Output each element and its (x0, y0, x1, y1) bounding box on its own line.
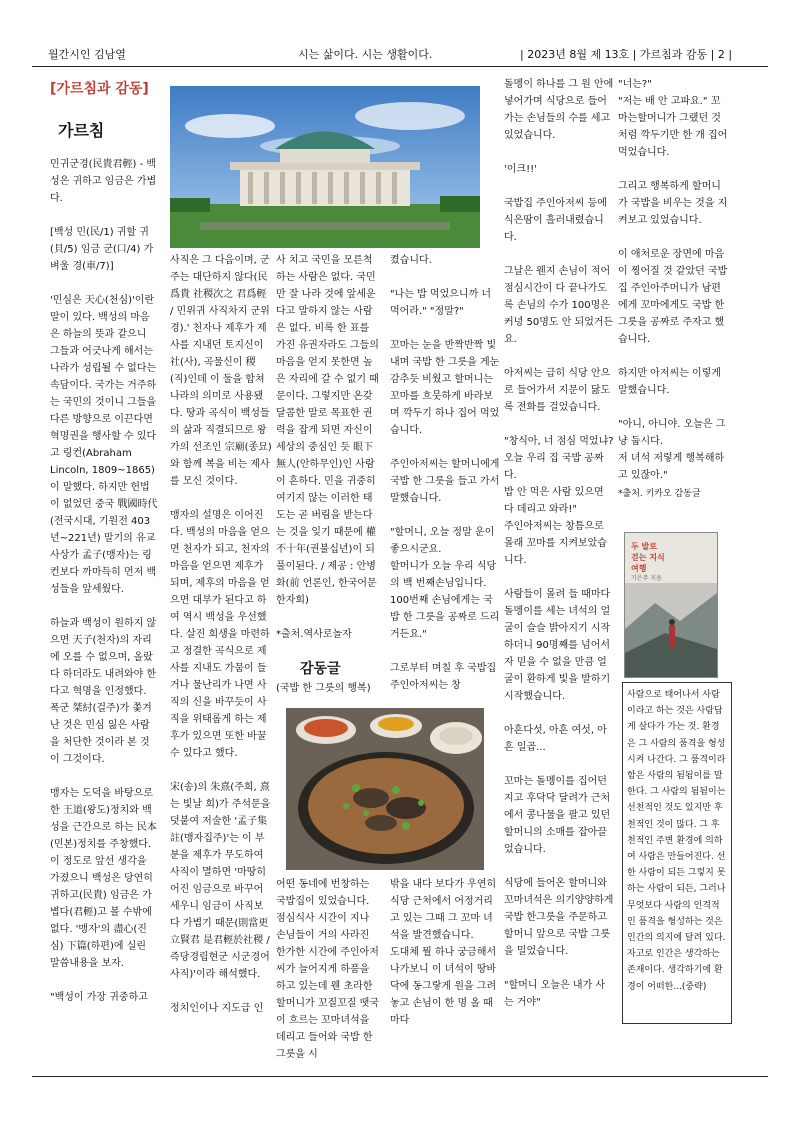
column-3-bottom (276, 876, 382, 1063)
paragraph: 사람들이 몰려 들 때마다 돌멩이를 세는 녀석의 얼굴이 슬슬 밝아지기 시작하더니 90명째를 넘어서자 믿을 수 없을 만큼 얼굴이 환하게 빛을 발하기 시작했습니다. (504, 589, 611, 702)
paragraph: 맹자는 도덕을 바탕으로 한 王道(왕도)정치와 백성을 근간으로 하는 民本(민본)정치를 주창했다. 이 정도로 앞선 생각을 가졌으니 백성은 당연히 귀하고(民貴) 임금은 가볍다(君輕)고 볼 수밖에 없다. '맹자'의 盡心(진심) 下篇(하편)에 실린 말씀내용을 보자. (50, 788, 157, 969)
paragraph: '이크!!' (504, 164, 537, 175)
paragraph: 도대체 뭘 하나 궁금해서 나가보니 이 녀석이 땅바닥에 동그랗게 원을 그려놓고 손님이 한 명 올 때마다 (390, 947, 497, 1026)
paragraph: 밥 안 먹은 사람 있으면 다 데리고 와라!" (504, 487, 604, 515)
gukbap-photo (286, 708, 484, 870)
footer-rule (32, 1076, 768, 1077)
subhead-teaching: 가르침 (58, 121, 105, 140)
paragraph: 宋(송)의 朱熹(주희, 熹는 빛날 희)가 주석문을 덧붙여 저술한 '孟子集註(맹자집주)'는 이 부분을 제후가 무도하여 사직이 멸하면 '마땅히 어진 임금으로 바꾸어 세우니 임금이 사직보다 가볍기 때문(則當更立賢君 是君輕於社稷 / 즉당경립현군 시군경어사직)'이라 해석했다. (170, 782, 271, 980)
masthead-left: 월간시인 김남열 (48, 48, 126, 61)
paragraph: 꼬마는 돌멩이를 집어던지고 후닥닥 달려가 근처에서 콩나물을 팔고 있던 할머니의 소매를 잡아끌었습니다. (504, 776, 611, 855)
reflection-text: 사람으로 태어나서 사람이라고 하는 것은 사람답게 살다가 가는 것. 환경은 그 사람의 품격을 형성시켜 나간다. 그 품격이라함은 사람의 됨됨이를 말한다. 그 사람의 됨됨이는 선천적인 것도 있지만 후천적인 것이 많다. 그 후천적인 주변 환경에 의하여 사람은 만들어진다. 선한 사람이 되든 그렇지 못하는 사람이 되든, 그러나 무엇보다 사람의 인격적인 품격을 형성하는 것은 인간의 의지에 달려 있다. 자고로 인간은 생각하는 존재이다. 생각하기에 환경이 어떠한...(중략) (627, 690, 726, 992)
paragraph: 맹자의 설명은 이어진다. 백성의 마음을 얻으면 천자가 되고, 천자의 마음을 얻으면 제후가 되며, 제후의 마음을 얻으면 대부가 된다고 하여 역시 백성을 우선했다. 살진 희생을 마련하고 정결한 곡식으로 제사를 지내도 가뭄이 들거나 물난리가 나면 사직의 신을 바꾸듯이 사직을 위태롭게 하는 제후가 있으면 또한 바꿀 수 있다고 했다. (170, 510, 270, 759)
paragraph: 그날은 웬지 손님이 적어 점심시간이 다 끝나가도록 손님의 수가 100명은커녕 50명도 안 되었거든요. (504, 266, 614, 345)
paragraph: 이 애처로운 장면에 마음이 찡어질 것 같았던 국밥집 주인아주머니가 남편에게 꼬마에게도 국밥 한 그릇을 공짜로 주자고 했습니다. (618, 249, 728, 345)
paragraph: 오늘 우리 집 국밥 공짜다. (504, 453, 604, 481)
story-subtitle: (국밥 한 그릇의 행복) (276, 683, 371, 694)
paragraph: 사 치고 국민을 모른척 하는 사람은 없다. 국민만 잘 나라 것에 앞세운다고 말하지 않는 사람은 없다. 비록 한 표를 가진 유권자라도 그들의 마음을 얻지 못한면 높은 자리에 갈 수 없기 때문이다. 그렇지만 온갖 달콤한 말로 목표한 권력을 잡게 되면 자신이 세상의 중심인 듯 眼下無人(안하무인)인 사람이 흔하다. 민을 귀중히 여기지 않는 이러한 태도는 곧 버림을 받는다는 것을 잊기 때문에 權不十年(권불십년)이 되풀이된다. / 제공 : 안병화(前 언론인, 한국어문한자회) (276, 255, 379, 606)
paragraph: "저는 배 안 고파요." 꼬마는할머니가 그랬던 것처럼 깍두기만 한 개 집어 먹었습니다. (618, 96, 728, 158)
paragraph: 밖을 내다 보다가 우연히 식당 근처에서 어정거리고 있는 그때 그 꼬마 녀석을 발견했습니다. (390, 879, 497, 941)
paragraph: "나는 밥 먹었으니까 너 먹어라." "정말?" (390, 289, 492, 317)
paragraph: 사직은 그 다음이며, 군주는 대단하지 않다(民爲貴 社稷次之 君爲輕 / 민위귀 사직차지 군위경).' 천자나 제후가 제사를 지내던 토지신이 社(사), 곡물신이 稷(직)인데 이 둘을 합쳐 나라의 의미로 사용됐다. 땅과 곡식이 백성들의 삶과 직결되므로 왕가의 선조인 宗廟(종묘)와 함께 복을 비는 제사를 모신 것이다. (170, 255, 272, 487)
paragraph: 민귀군경(民貴君輕) - 백성은 귀하고 임금은 가볍다. (50, 159, 157, 204)
paragraph: "너는?" (618, 79, 652, 90)
book-title-2: 걷는 지식 (631, 553, 665, 562)
paragraph: 돌멩이 하나를 그 원 안에 넣어가며 식당으로 들어가는 손님들의 수를 세고 있었습니다. (504, 79, 614, 141)
masthead-center: 시는 삶이다. 시는 생활이다. (298, 48, 433, 61)
gukbap-graphic (286, 708, 484, 870)
paragraph: 할머니가 오늘 우리 식당의 백 번째손님입니다. (390, 561, 497, 589)
source-note: *출처.역사로놀자 (276, 629, 352, 640)
book-cover (624, 532, 718, 678)
paragraph: 켰습니다. (390, 255, 432, 266)
column-4 (390, 252, 500, 711)
source-note: *출처. 키카오 감동글 (618, 489, 701, 499)
column-5 (504, 76, 614, 1011)
paragraph: "백성이 가장 귀중하고 (50, 992, 148, 1003)
paragraph: 그로부터 며칠 후 국밥집 주인아저씨는 창 (390, 663, 497, 691)
paragraph: 100번째 손님에게는 국밥 한 그릇을 공짜로 드리거든요." (390, 595, 500, 640)
paragraph: 그리고 행복하게 할머니가 국밥을 비우는 것을 지켜보고 있었습니다. (618, 181, 728, 226)
paragraph: [백성 민(民/1) 귀할 귀(貝/5) 임금 군(口/4) 가벼울 경(車/7)] (50, 227, 154, 272)
paragraph: 주인아저씨는 창틈으로 몰래 꼬마를 지켜보았습니다. (504, 521, 607, 566)
paragraph: 하지만 아저씨는 이렇게 말했습니다. (618, 368, 721, 396)
paragraph: 하늘과 백성이 원하지 않으면 天子(천자)의 자리에 오를 수 없으며, 올랐다 하더라도 내려와야 한다고 혁명을 인정했다. 폭군 桀紂(걸주)가 쫓겨난 것은 민심 잃은 사람을 처단한 것이라 본 것이 그것이다. (50, 618, 157, 765)
column-6 (618, 76, 728, 520)
header-rule (32, 66, 768, 67)
book-author: 기은주 지음 (631, 575, 662, 582)
column-1 (50, 156, 158, 1023)
paragraph: "아니, 아니야. 오늘은 그냥 둡시다. (618, 419, 726, 447)
paragraph: "할머니 오늘은 내가 사는 거야" (504, 980, 606, 1008)
assembly-building-graphic (170, 86, 480, 248)
assembly-building-photo (170, 86, 480, 248)
paragraph: "할머니, 오늘 정말 운이 좋으시군요. (390, 527, 495, 555)
book-title-3: 여행 (631, 564, 647, 573)
paragraph: 저 녀석 저렇게 행복해하고 있잖아." (618, 453, 725, 481)
masthead-right: | 2023년 8월 제 13호 | 가르침과 감동 | 2 | (520, 48, 733, 61)
section-title: [가르침과 감동] (50, 81, 149, 97)
subhead-touching-story: 감동글 (300, 661, 341, 677)
paragraph: 어떤 동네에 번창하는 국밥집이 있었습니다. 점심식사 시간이 지나 손님들이 거의 사라진 한가한 시간에 주인아저씨가 늘어지게 하품을 하고 있는데 웬 초라한 할머니가 꼬질꼬질 땟국이 흐르는 꼬마녀석을 데리고 들어와 국밥 한 그릇을 시 (276, 879, 379, 1060)
paragraph: 아저씨는 급히 식당 안으로 들어가서 지문이 닳도록 전화를 걸었습니다. (504, 368, 611, 413)
paragraph: '민심은 天心(천심)'이란 말이 있다. 백성의 마음은 하늘의 뜻과 같으니 그들과 어긋나게 해서는 나라가 성립될 수 없다는 속담이다. 국가는 거주하는 국민의 것이니 그들을 다른 방향으로 이끈다면 혁명권을 행사할 수 있다고 링컨(Abraham Lincoln, 1809~1865)이 말했다. 하지만 헌법이 없었던 중국 戰國時代(전국시대, 기원전 403년~221년) 말기의 유교 사상가 孟子(맹자)는 링컨보다 까마득히 먼저 백성들을 앞세웠다. (50, 295, 158, 595)
book-title-1: 두 발로 (631, 542, 657, 551)
paragraph: 정치인이나 지도급 인 (170, 1003, 264, 1014)
paragraph: 꼬마는 눈을 반짝반짝 빛내며 국밥 한 그릇을 게눈 감추듯 비웠고 할머니는 꼬마를 흐뭇하게 바라보며 깍두기 하나 집어 먹었습니다. (390, 340, 500, 436)
paragraph: 아흔다섯, 아흔 여섯, 아흔 일곱... (504, 725, 607, 753)
column-4-bottom (390, 876, 500, 1029)
paragraph: 주인아저씨는 할머니에게 국밥 한 그릇을 들고 가서 말했습니다. (390, 459, 500, 504)
column-3 (276, 252, 380, 660)
paragraph: "창식아, 너 점심 먹었냐? (504, 436, 614, 447)
paragraph: 국밥집 주인아저씨 등에 식은땀이 흘러내렸습니다. (504, 198, 607, 243)
paragraph: 식당에 들어온 할머니와 꼬마녀석은 의기양양하게 국밥 한그릇을 주문하고 할머니 앞으로 국밥 그릇을 밀었습니다. (504, 878, 614, 957)
reflection-box (622, 682, 732, 1024)
column-2 (170, 252, 272, 1034)
